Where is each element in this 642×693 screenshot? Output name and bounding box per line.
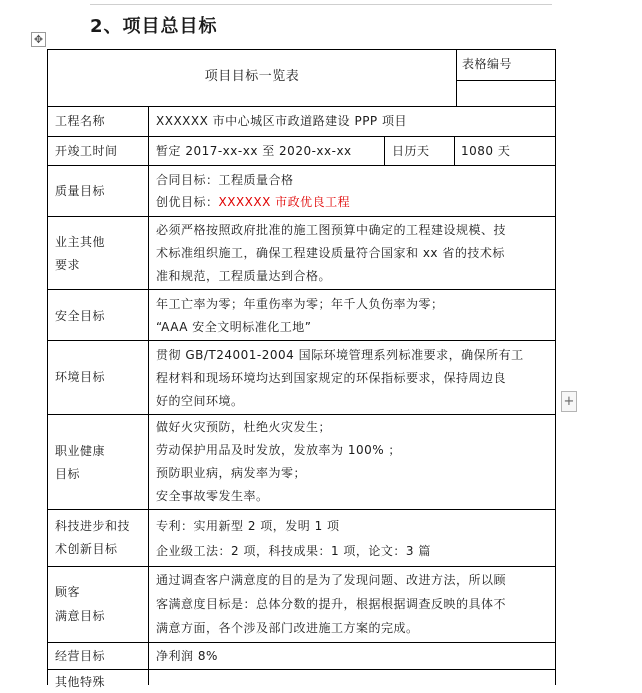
quality-award: XXXXXX 市政优良工程 bbox=[218, 195, 351, 209]
environment-line: 好的空间环境。 bbox=[156, 394, 244, 408]
form-number-value[interactable] bbox=[457, 81, 555, 105]
table-rule bbox=[47, 165, 556, 166]
customer-line: 通过调查客户满意度的目的是为了发现问题、改进方法，所以顾 bbox=[156, 573, 507, 587]
customer-line: 客满意度目标是：总体分数的提升，根据根据调查反映的具体不 bbox=[156, 597, 507, 611]
page-top-rule bbox=[90, 4, 552, 5]
table-rule bbox=[47, 669, 556, 670]
calendar-days-label: 日历天 bbox=[392, 144, 430, 158]
environment-label: 环境目标 bbox=[55, 370, 106, 384]
safety-line: “AAA 安全文明标准化工地” bbox=[156, 320, 312, 334]
environment-line: 贯彻 GB/T24001-2004 国际环境管理系列标准要求，确保所有工 bbox=[156, 348, 524, 362]
table-rule bbox=[148, 106, 149, 685]
tech-label: 科技进步和技 bbox=[55, 519, 131, 533]
other-label: 其他特殊 bbox=[55, 675, 106, 689]
move-icon[interactable]: ✥ bbox=[31, 32, 46, 47]
customer-label: 满意目标 bbox=[55, 609, 106, 623]
form-number-label: 表格编号 bbox=[462, 57, 513, 71]
section-heading: 2、项目总目标 bbox=[90, 16, 218, 37]
table-rule bbox=[47, 340, 556, 341]
safety-line: 年工亡率为零；年重伤率为零；年千人负伤率为零； bbox=[156, 297, 444, 311]
tech-line: 专利：实用新型 2 项，发明 1 项 bbox=[156, 519, 340, 533]
owner-label: 业主其他 bbox=[55, 235, 106, 249]
start-end-value: 暂定 2017-xx-xx 至 2020-xx-xx bbox=[156, 144, 352, 158]
quality-prefix: 创优目标： bbox=[156, 195, 219, 209]
table-rule bbox=[454, 136, 455, 165]
table-rule bbox=[47, 642, 556, 643]
project-name-label: 工程名称 bbox=[55, 114, 106, 128]
start-end-label: 开竣工时间 bbox=[55, 144, 118, 158]
tech-line: 企业级工法：2 项，科技成果：1 项，论文：3 篇 bbox=[156, 544, 431, 558]
table-rule bbox=[47, 414, 556, 415]
owner-line: 术标准组织施工，确保工程建设质量符合国家和 xx 省的技术标 bbox=[156, 246, 505, 260]
tech-label: 术创新目标 bbox=[55, 542, 118, 556]
health-line: 预防职业病，病发率为零； bbox=[156, 466, 307, 480]
table-rule bbox=[555, 49, 556, 685]
table-rule bbox=[47, 566, 556, 567]
health-line: 劳动保护用品及时发放，发放率为 100% ； bbox=[156, 443, 401, 457]
environment-line: 程材料和现场环境均达到国家规定的环保指标要求，保持周边良 bbox=[156, 371, 507, 385]
table-rule bbox=[47, 136, 556, 137]
owner-line: 必须严格按照政府批准的施工图预算中确定的工程建设规模、技 bbox=[156, 223, 507, 237]
business-value: 净利润 8% bbox=[156, 649, 218, 663]
quality-line: 合同目标：工程质量合格 bbox=[156, 173, 294, 187]
project-name-value: XXXXXX 市中心城区市政道路建设 PPP 项目 bbox=[156, 114, 407, 128]
customer-label: 顾客 bbox=[55, 585, 81, 599]
quality-label: 质量目标 bbox=[55, 184, 106, 198]
customer-line: 满意方面，各个涉及部门改进施工方案的完成。 bbox=[156, 621, 419, 635]
table-rule bbox=[47, 106, 556, 107]
business-label: 经营目标 bbox=[55, 649, 106, 663]
safety-label: 安全目标 bbox=[55, 309, 106, 323]
table-rule bbox=[47, 216, 556, 217]
health-label: 职业健康 bbox=[55, 444, 106, 458]
health-line: 做好火灾预防，杜绝火灾发生； bbox=[156, 420, 332, 434]
table-rule bbox=[384, 136, 385, 165]
table-rule bbox=[47, 49, 48, 685]
owner-label: 要求 bbox=[55, 258, 81, 272]
health-line: 安全事故零发生率。 bbox=[156, 489, 269, 503]
table-title: 项目目标一览表 bbox=[204, 69, 300, 84]
owner-line: 准和规范，工程质量达到合格。 bbox=[156, 269, 332, 283]
quality-line bbox=[156, 191, 350, 213]
table-rule bbox=[47, 289, 556, 290]
table-rule bbox=[47, 509, 556, 510]
calendar-days-value: 1080 天 bbox=[461, 144, 511, 158]
table-rule bbox=[47, 49, 556, 50]
health-label: 目标 bbox=[55, 467, 81, 481]
plus-icon[interactable]: + bbox=[561, 391, 577, 412]
